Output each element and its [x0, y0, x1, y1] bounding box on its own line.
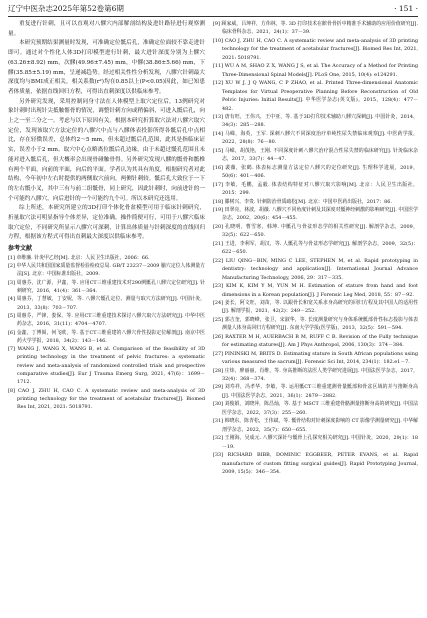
reference-item: [13] 唐有旺，王伟兴，王中亚，等. 基于3D打印技术辅助八髎穴深刺[J]. 中国针灸，2014，34(3)：285－288.	[213, 113, 418, 129]
reference-item: [21] 王进，李利军，胡汉，等. 人骶孔等与骨盆形态学研究[J]. 解剖学杂志，2009，32(5)：622－650.	[213, 240, 418, 256]
reference-item: [29] 刘寿祥，冯孝华，李敏，等. 运用骶CT三维重建测骨量骶部和骨盆区域的并与推断身高[J]. 中国法医学杂志，2021，36(1)：2879－2882.	[213, 384, 418, 399]
reference-item: [32] 王刚海，吴成元. 八髎穴深针与骶骨上孔探究相关研究[J]. 中国针灸，2020，29(1)：18－19.	[213, 435, 418, 450]
references-heading: 参考文献	[8, 245, 33, 253]
reference-item: [14] 马嵘，海英，王军. 深刺八髎穴不同深度治疗单纯性尿失禁临床观察[J]. 中医药学报，2022，28(8)：76－80.	[213, 130, 418, 146]
reference-item: [17] 李敏，毛鹏，孟毅. 体表结构特征对八髎穴取穴影响[M]. 北京：人民卫生出版社，2015：299.	[213, 181, 418, 197]
reference-item: [30] 刘俊娟，刘晓萍，陈昌灿，等. 基于 MSCT 三维重建骨骼测量推断身高的研究[J]. 中国法医学杂志，2022，37(3)：255－260.	[213, 401, 418, 416]
reference-item: [1] 章维廉. 针灸甲乙经[M]. 北京：人民卫生出版社，2006：66.	[8, 254, 150, 261]
reference-item: [20] 孔晓明，曹雪寒，韩坤. 中骶孔与骨盆形态学的相关性研究[J]. 解剖学杂志，2009，32(5)：622－650.	[213, 223, 418, 239]
reference-item: [4] 周惠芬，丁慧敏，丁安妮，等. 八髎穴骶孔定位、测量与取穴方法研究[J]. 中国针灸，2013，33(8)：703－707.	[8, 296, 205, 311]
reference-item: [7] WANG J, WANG X, WANG B, et al. Comparison of the feasibility of 3D printing technology in the treatment of pelvic fractures: a systematic review and meta-analysis of randomized controlled trials and prospective comparative studies[J]. Eur J Trauma Emerg Surg, 2021, 47(6)：1699－1712.	[8, 346, 205, 386]
reference-item: [16] 裴薇，张鹤. 体表标志测量方法定位八髎穴的定位研究[J]. 生理科学进展，2019，50(6)：401－406.	[213, 164, 418, 180]
reference-item: [28] 庄炜，廖丽丽，肖维，等. 身高推断的法医人类学研究进展[J]. 中国法医学杂志，2017，32(4)：368－374.	[213, 367, 418, 383]
reference-item: [12] XU W J, J Q WANG, C P ZHAO, et al. Printed Three-dimensional Anatomic Templates for Virtual Preoperative Planning Before Reconstruction of Old Pelvic Injuries: Initial Results[J]. 中华医学杂志(英文版)，2015，128(4)：477－482.	[213, 80, 418, 112]
reference-item: [6] 金鑫，丁博阁，何飞欧，等. 基于CT三维重建的八髎穴骨性投影定位解剖[J]. 南京中医药大学学报，2018，34(2)：143－146.	[8, 329, 205, 344]
reference-item: [23] KIM K, KIM Y M, YUN M H. Estimation of stature from hand and foot dimensions in a Korean population[J]. J Forensic Leg Med, 2018, 55：87－92.	[213, 283, 418, 298]
reference-item: [8] CAO J, ZHU H, CAO C. A systematic review and meta-analysis of 3D printing technology for the treatment of acetabular fractures[J]. Biomed Res Int, 2021, 2021: 5018791.	[8, 387, 205, 411]
reference-item: [3] 周惠芬，沈广源，尹鑫，等. 应用CT三维重建技术对290例骶孔八髎穴定位研究[J]. 针刺研究，2016，41(4)：361－364.	[8, 279, 205, 295]
reference-item: [26] RAXTER M H, AUERBACH B M, RUFF C B. Revision of the Fully technique for estimating statures[J]. Am J Phys Anthropol, 2006, 130(3)：374－384.	[213, 333, 418, 349]
left-column	[8, 20, 205, 614]
page-header	[8, 3, 418, 15]
page-number: · 151 ·	[394, 4, 418, 13]
reference-item: [18] 滕树兴，李贵. 针刺防治骨质疏松[M]. 北京：中国中医药出版社，2017：86.	[213, 198, 392, 205]
reference-item: [5] 周惠芬，严锋，娄保，等. 应用CT三维重建技术探讨八髎穴取穴方法研究[J]. 中华中医药杂志，2016，31(11)：4704－4707.	[8, 312, 205, 328]
reference-item: [2] 中华人民共和国国家质量监督检验检疫总局. GB/T 23237－2009 腧穴定位人体测量方法[S]. 北京：中国标准出版社，2009.	[8, 263, 205, 278]
reference-item: [19] 田翠亮，林波，胡薇. 八髎穴不同角度针刺及其深度对骶神经刺激的影响研究[J]. 中国医学杂志，2002，20(6)：454－455.	[213, 206, 418, 222]
reference-item: [15] 马嵘，胡茂艳，王刚. 不同深度针刺八髎穴治疗混合性尿失禁的临床研究[J]. 针灸临床杂志，2017，33(7)：44－47.	[213, 147, 418, 163]
right-column	[213, 20, 418, 614]
reference-item: [33] RICHARD BIBB, DOMINIC EGGBEER, PETER EVANS, et al. Rapid manufacture of custom fitting surgical guides[J]. Rapid Prototyping Journal, 2009, 15(5)：346－354.	[213, 452, 418, 476]
reference-item: [27] PININSKI M, BRITS D. Estimating stature in South African populations using various measured the sacrum[J]. Forensic Sci Int, 2014, 234(1)：182.e1－7.	[213, 350, 418, 366]
reference-item: [24] 姜长，阿文旺，刘苗，等. 以跟骨长和宽关系求身高研究的回归方程及其中国人的适用性[J]. 解剖学报，2021，42(2)：249－252.	[213, 299, 418, 315]
reference-item: [25] 郭吉奎，郭晓峰，张卫，宋淑华，等. 长度测量研究与身体系统骶部骨性标志投影与体表测量人体身高回归方程研究[J]. 东南大学学报(医学版)，2013，32(5)：591－594.	[213, 316, 418, 332]
header-rule	[8, 16, 418, 17]
paragraph: 本研究预期结果测量时发现，可准确定位骶后孔，准确定位面较不靠走进针即可。通过对个性化人体3D打印模型进行针刺，最大进针深度分别为上髎穴(63.26±8.92) mm，次髎(49.96±7.45) mm，中髎(38.86±5.66) mm，下髎(35.85±5.19) mm，呈递减趋势。经过相关性性分析发现，八髎穴针刺最大深度均与BMI成正相关，相关系数(r²)均在0.85以上(P<0.05)因此，如已知患者体质量，依据直线回归方程，可得出直刺深度以供临床参考。	[8, 40, 205, 95]
reference-item: [11] WU A M, SHAO Z X, WANG J S, et al. The Accuracy of a Method for Printing Three-Dimensional Spinal Models[J]. PLoS One, 2015, 10(4): e124291.	[213, 63, 418, 78]
reference-item: [31] 韩晓东，陈青松，王伟斌，等. 骶骨结构对针刺深度影响的 CT 影像学测量研究[J]. 中华解剖学杂志，2022，35(7)：650－655.	[213, 418, 418, 433]
paragraph: 另外研究发现，采用控制同身寸法在人体模型上取穴定位后，13例研究对象针刺时出现针尖抵触髂骨的情况，调整针刺方向或稍偏斜，可进入骶后孔，向上之一至二分之一。考虑与以下原因有关。根据本研究折算取穴法对八髎穴取穴定位，发现该取穴方法定位的八髎穴中点与八髎体表投影所得各骶后孔中点相比，存在轻微误差，总体约2～5 mm，但未超过骶后孔范围，此其是指临床证实，误差小于2 mm。取穴中心点略离位骶后孔边缘，由于未超过骶孔范围且未能对进入骶后孔，但大概率会出现骨碰触骨得。另外研究发现八髎的骶骨和骶椎有两个平面，向前的平面，向后的平面。学者认为其具有角度，根据研究者对此结构，今年初中左右时提供的两侧取穴前向，两侧针刺较。骶后孔大致位于一下的左右骶小叉，其中三有与前二组骶骨，同上研究，因此针刺时，向前进针的一个可能约八髎穴，向后进针的一个可能约九个可。所以本研究还选用。	[8, 98, 205, 202]
journal-name: 辽宁中医杂志2025年第52卷第6期	[8, 4, 124, 13]
paragraph: 综上所述，本研究所建立的3D打印个体化骨盆模型可用于临床针刺研究，折量取穴法可明显指导个体差异，定位准确，操作简便可行，可用于八髎穴临床取穴定位，不同研究所显示八髎穴可深刺，计算出体质量与针刺深度的直线回归方程，根据该方程式可得出直刺最大深度以供临床参考。	[8, 205, 205, 241]
reference-item: [22] LIU QING－BIN, MING C LEE, STEPHEN M, et al. Rapid prototyping in dentistry: technology and application[J]. International Journal Advance Manufacturing Technology, 2006, 29：317－335.	[213, 257, 418, 281]
paragraph: 重复进行针刺，且可以直观对八髎穴内部解剖结构及进针路径进行观察测量。	[8, 21, 205, 37]
reference-item: [10] CAO J, ZHU H, CAO C. A systematic review and meta-analysis of 3D printing technology for the treatment of acetabular fractures[J]. Biomed Res Int, 2021, 2021: 5018791.	[213, 37, 418, 61]
reference-item: [9] 顾家威，吕坤祥，方伟林，等. 3D 打印技术在髌骨骨折中精准手术辅助的应用价值研究[J]. 临床骨科杂志，2021，24(1)：37－39.	[213, 21, 418, 36]
